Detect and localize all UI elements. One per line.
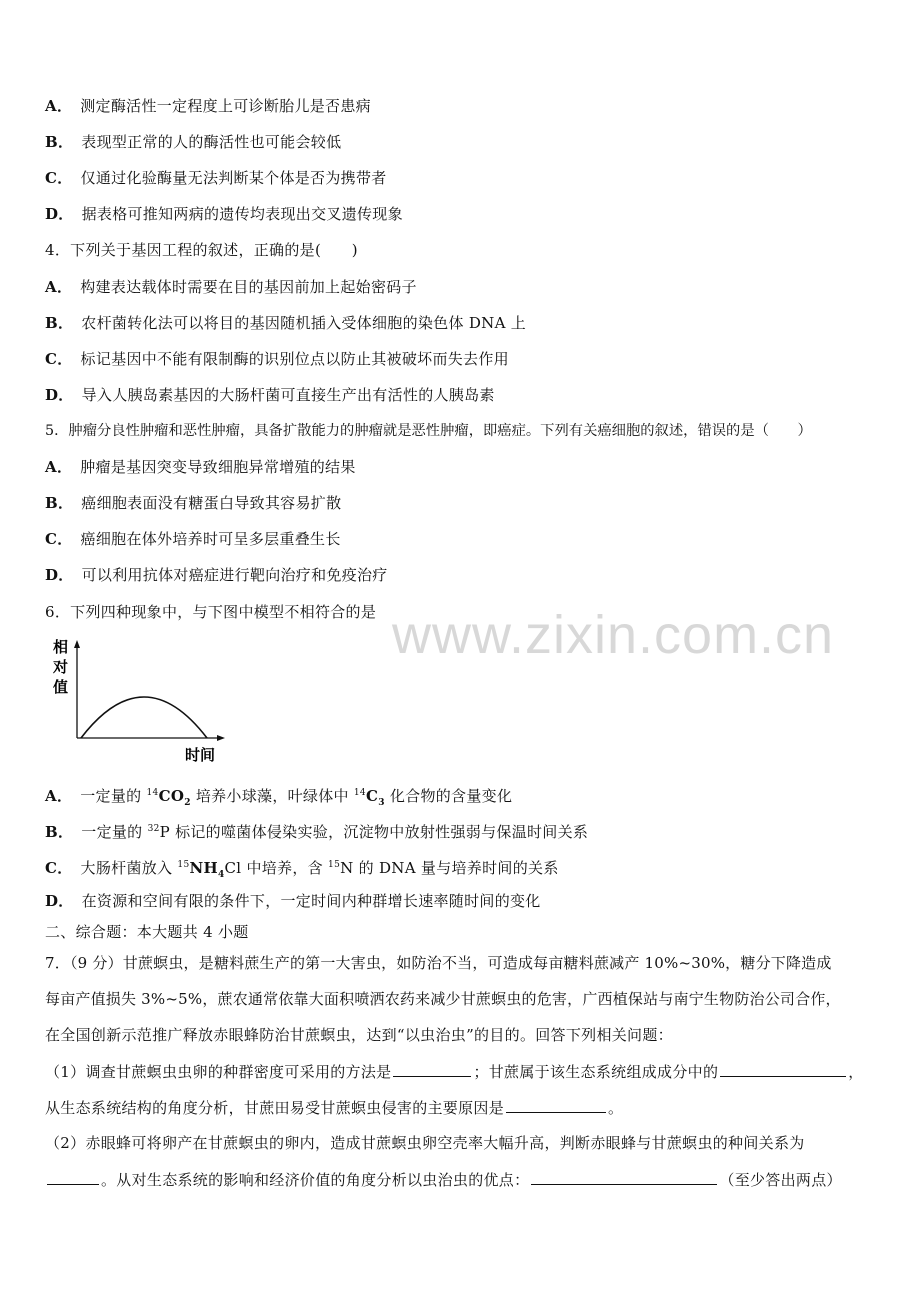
q7-line-1: 7．（9 分）甘蔗螟虫，是糖料蔗生产的第一大害虫，如防治不当，可造成每亩糖料蔗减产 10%~30%，糖分下降造成 (45, 954, 832, 972)
q3-option-c (45, 168, 387, 188)
question-text: 。从对生态系统的影响和经济价值的角度分析以虫治虫的优点： (101, 1171, 530, 1189)
question-text: （1）调查甘蔗螟虫虫卵的种群密度可采用的方法是 (45, 1063, 392, 1081)
answer-blank[interactable] (47, 1169, 99, 1185)
option-text: 在资源和空间有限的条件下，一定时间内种群增长速率随时间的变化 (81, 892, 541, 910)
option-label: C． (45, 859, 73, 877)
formula: CO (158, 787, 185, 805)
q7-part-1-cont (45, 1097, 623, 1118)
section-heading: 二、综合题：本大题共 4 小题 (45, 923, 249, 941)
subscript: 3 (378, 798, 385, 808)
graph-y-label-2: 对 (53, 658, 69, 676)
option-text: Cl 中培养，含 (224, 859, 329, 877)
option-label: C． (45, 350, 73, 368)
option-label: C． (45, 169, 73, 187)
option-text: 农杆菌转化法可以将目的基因随机插入受体细胞的染色体 DNA 上 (81, 314, 527, 332)
q4-stem: 4．下列关于基因工程的叙述，正确的是( ) (45, 241, 358, 259)
q6-option-a (45, 783, 512, 813)
option-label: C． (45, 530, 73, 548)
answer-blank[interactable] (393, 1061, 471, 1077)
isotope-mark: 14 (146, 788, 159, 798)
option-label: D． (45, 566, 74, 584)
q7-part-2-cont (45, 1169, 842, 1190)
graph-y-arrow (74, 640, 80, 648)
option-text: 癌细胞在体外培养时可呈多层重叠生长 (80, 530, 341, 548)
option-label: A． (45, 458, 73, 476)
q3-option-d (45, 204, 403, 224)
option-text: 癌细胞表面没有糖蛋白导致其容易扩散 (81, 494, 342, 512)
q3-option-b (45, 132, 341, 152)
q5-option-d (45, 565, 388, 585)
option-label: A． (45, 787, 73, 805)
option-text: 化合物的含量变化 (384, 787, 513, 805)
isotope-mark: 15 (328, 860, 341, 870)
q6-option-c (45, 855, 559, 885)
option-text: 一定量的 (80, 787, 147, 805)
option-text: 一定量的 (81, 823, 148, 841)
option-text: 大肠杆菌放入 (80, 859, 178, 877)
option-text: 构建表达载体时需要在目的基因前加上起始密码子 (80, 278, 417, 296)
option-label: A． (45, 97, 73, 115)
subscript: 4 (217, 870, 225, 880)
option-text: 肿瘤是基因突变导致细胞异常增殖的结果 (80, 458, 356, 476)
answer-blank[interactable] (720, 1061, 846, 1077)
question-text: （至少答出两点） (719, 1171, 842, 1189)
question-text: 。 (608, 1099, 624, 1117)
watermark: www.zixin.com.cn (392, 605, 835, 665)
option-text: P 标记的噬菌体侵染实验，沉淀物中放射性强弱与保温时间关系 (159, 823, 589, 841)
question-text: 从生态系统结构的角度分析，甘蔗田易受甘蔗螟虫侵害的主要原因是 (45, 1099, 505, 1117)
graph-curve (81, 697, 207, 738)
q4-option-d (45, 385, 495, 405)
option-text: 标记基因中不能有限制酶的识别位点以防止其被破坏而失去作用 (80, 350, 509, 368)
option-text: 据表格可推知两病的遗传均表现出交叉遗传现象 (81, 205, 403, 223)
question-text: ， (848, 1063, 864, 1081)
q3-option-a (45, 96, 371, 116)
option-label: A． (45, 278, 73, 296)
option-label: D． (45, 892, 74, 910)
option-label: B． (45, 494, 74, 512)
isotope-mark: 15 (177, 860, 190, 870)
q7-line-2: 每亩产值损失 3%~5%，蔗农通常依靠大面积喷洒农药来减少甘蔗螟虫的危害，广西植保站与南宁生物防治公司合作， (45, 990, 841, 1008)
option-text: 培养小球藻，叶绿体中 (190, 787, 354, 805)
option-text: 仅通过化验酶量无法判断某个体是否为携带者 (80, 169, 387, 187)
answer-blank[interactable] (506, 1097, 606, 1113)
graph-x-arrow (217, 735, 225, 741)
option-text: 表现型正常的人的酶活性也可能会较低 (81, 133, 342, 151)
isotope-mark: 32 (147, 824, 160, 834)
q7-part-1 (45, 1061, 864, 1082)
answer-blank[interactable] (531, 1169, 717, 1185)
q7-part-2: （2）赤眼蜂可将卵产在甘蔗螟虫的卵内，造成甘蔗螟虫卵空壳率大幅升高，判断赤眼蜂与甘蔗螟虫的种间关系为 (45, 1134, 805, 1152)
q5-option-c (45, 529, 341, 549)
option-label: B． (45, 133, 74, 151)
q6-option-b (45, 819, 588, 842)
graph-x-label: 时间 (185, 746, 216, 764)
q5-option-b (45, 493, 341, 513)
subscript: 2 (184, 798, 191, 808)
q7-line-3: 在全国创新示范推广释放赤眼蜂防治甘蔗螟虫，达到“以虫治虫”的目的。回答下列相关问题： (45, 1026, 673, 1044)
option-label: D． (45, 205, 74, 223)
option-text: 导入人胰岛素基因的大肠杆菌可直接生产出有活性的人胰岛素 (81, 386, 495, 404)
graph-y-label-1: 相 (53, 638, 69, 656)
q4-option-a (45, 277, 417, 297)
option-label: D． (45, 386, 74, 404)
q6-model-graph (45, 636, 235, 766)
option-text: N 的 DNA 量与培养时间的关系 (340, 859, 559, 877)
q6-option-d (45, 891, 541, 911)
option-label: B． (45, 314, 74, 332)
option-text: 可以利用抗体对癌症进行靶向治疗和免疫治疗 (81, 566, 388, 584)
q4-option-b (45, 313, 526, 333)
q5-stem: 5．肿瘤分良性肿瘤和恶性肿瘤，具备扩散能力的肿瘤就是恶性肿瘤，即癌症。下列有关癌细胞的叙述，错误的是（ ） (45, 423, 812, 439)
option-label: B． (45, 823, 74, 841)
formula: C (365, 787, 379, 805)
isotope-mark: 14 (353, 788, 366, 798)
question-text: ；甘蔗属于该生态系统组成成分中的 (473, 1063, 719, 1081)
q5-option-a (45, 457, 356, 477)
formula: NH (189, 859, 218, 877)
q6-stem: 6．下列四种现象中，与下图中模型不相符合的是 (45, 603, 377, 621)
graph-y-label-3: 值 (53, 678, 69, 696)
option-text: 测定酶活性一定程度上可诊断胎儿是否患病 (80, 97, 371, 115)
q4-option-c (45, 349, 509, 369)
